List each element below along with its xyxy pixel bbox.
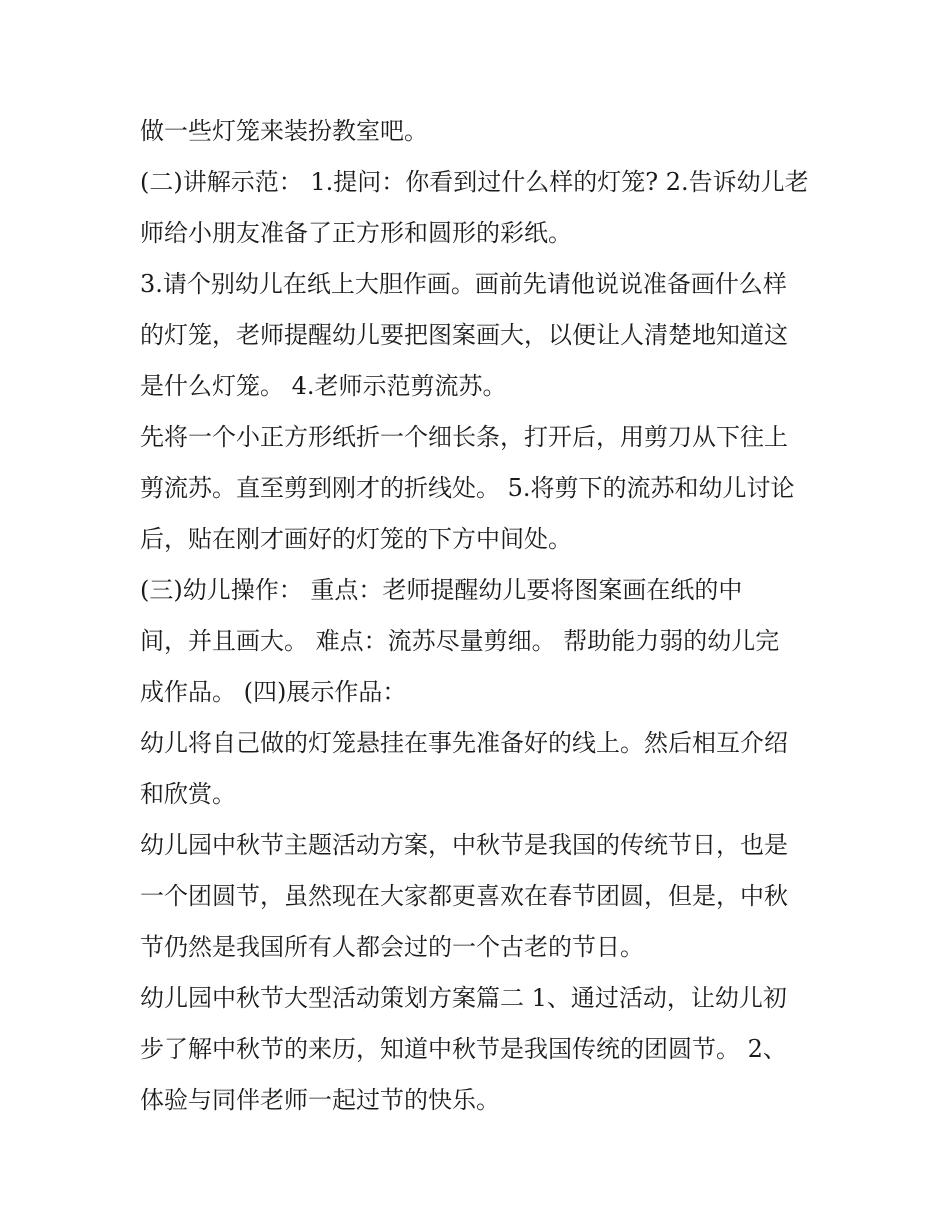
text-line: 后，贴在刚才画好的灯笼的下方中间处。 — [140, 525, 572, 553]
text-line: 幼儿园中秋节主题活动方案，中秋节是我国的传统节日，也是 — [140, 831, 788, 859]
text-line: 一个团圆节，虽然现在大家都更喜欢在春节团圆，但是，中秋 — [140, 882, 788, 910]
text-line: 间，并且画大。 难点：流苏尽量剪细。 帮助能力弱的幼儿完 — [140, 627, 780, 655]
document-body — [140, 106, 820, 1126]
text-line: 是什么灯笼。 4.老师示范剪流苏。 — [140, 372, 507, 400]
text-line: 成作品。 (四)展示作品： — [140, 678, 407, 706]
text-line: 和欣赏。 — [140, 780, 236, 808]
text-line: 步了解中秋节的来历，知道中秋节是我国传统的团圆节。 2、 — [140, 1035, 787, 1063]
text-line: (二)讲解示范： 1.提问：你看到过什么样的灯笼? 2.告诉幼儿老 — [140, 168, 809, 196]
text-line: 师给小朋友准备了正方形和圆形的彩纸。 — [140, 219, 572, 247]
text-line: (三)幼儿操作： 重点：老师提醒幼儿要将图案画在纸的中 — [140, 576, 743, 604]
text-line: 体验与同伴老师一起过节的快乐。 — [140, 1086, 500, 1114]
text-line: 幼儿将自己做的灯笼悬挂在事先准备好的线上。然后相互介绍 — [140, 729, 788, 757]
text-line: 做一些灯笼来装扮教室吧。 — [140, 117, 428, 145]
text-line: 的灯笼，老师提醒幼儿要把图案画大，以便让人清楚地知道这 — [140, 321, 788, 349]
text-line: 剪流苏。直至剪到刚才的折线处。 5.将剪下的流苏和幼儿讨论 — [140, 474, 795, 502]
text-line: 3.请个别幼儿在纸上大胆作画。画前先请他说说准备画什么样 — [140, 270, 787, 298]
text-line: 幼儿园中秋节大型活动策划方案篇二 1、通过活动，让幼儿初 — [140, 984, 787, 1012]
text-line: 先将一个小正方形纸折一个细长条，打开后，用剪刀从下往上 — [140, 423, 788, 451]
text-line: 节仍然是我国所有人都会过的一个古老的节日。 — [140, 933, 644, 961]
